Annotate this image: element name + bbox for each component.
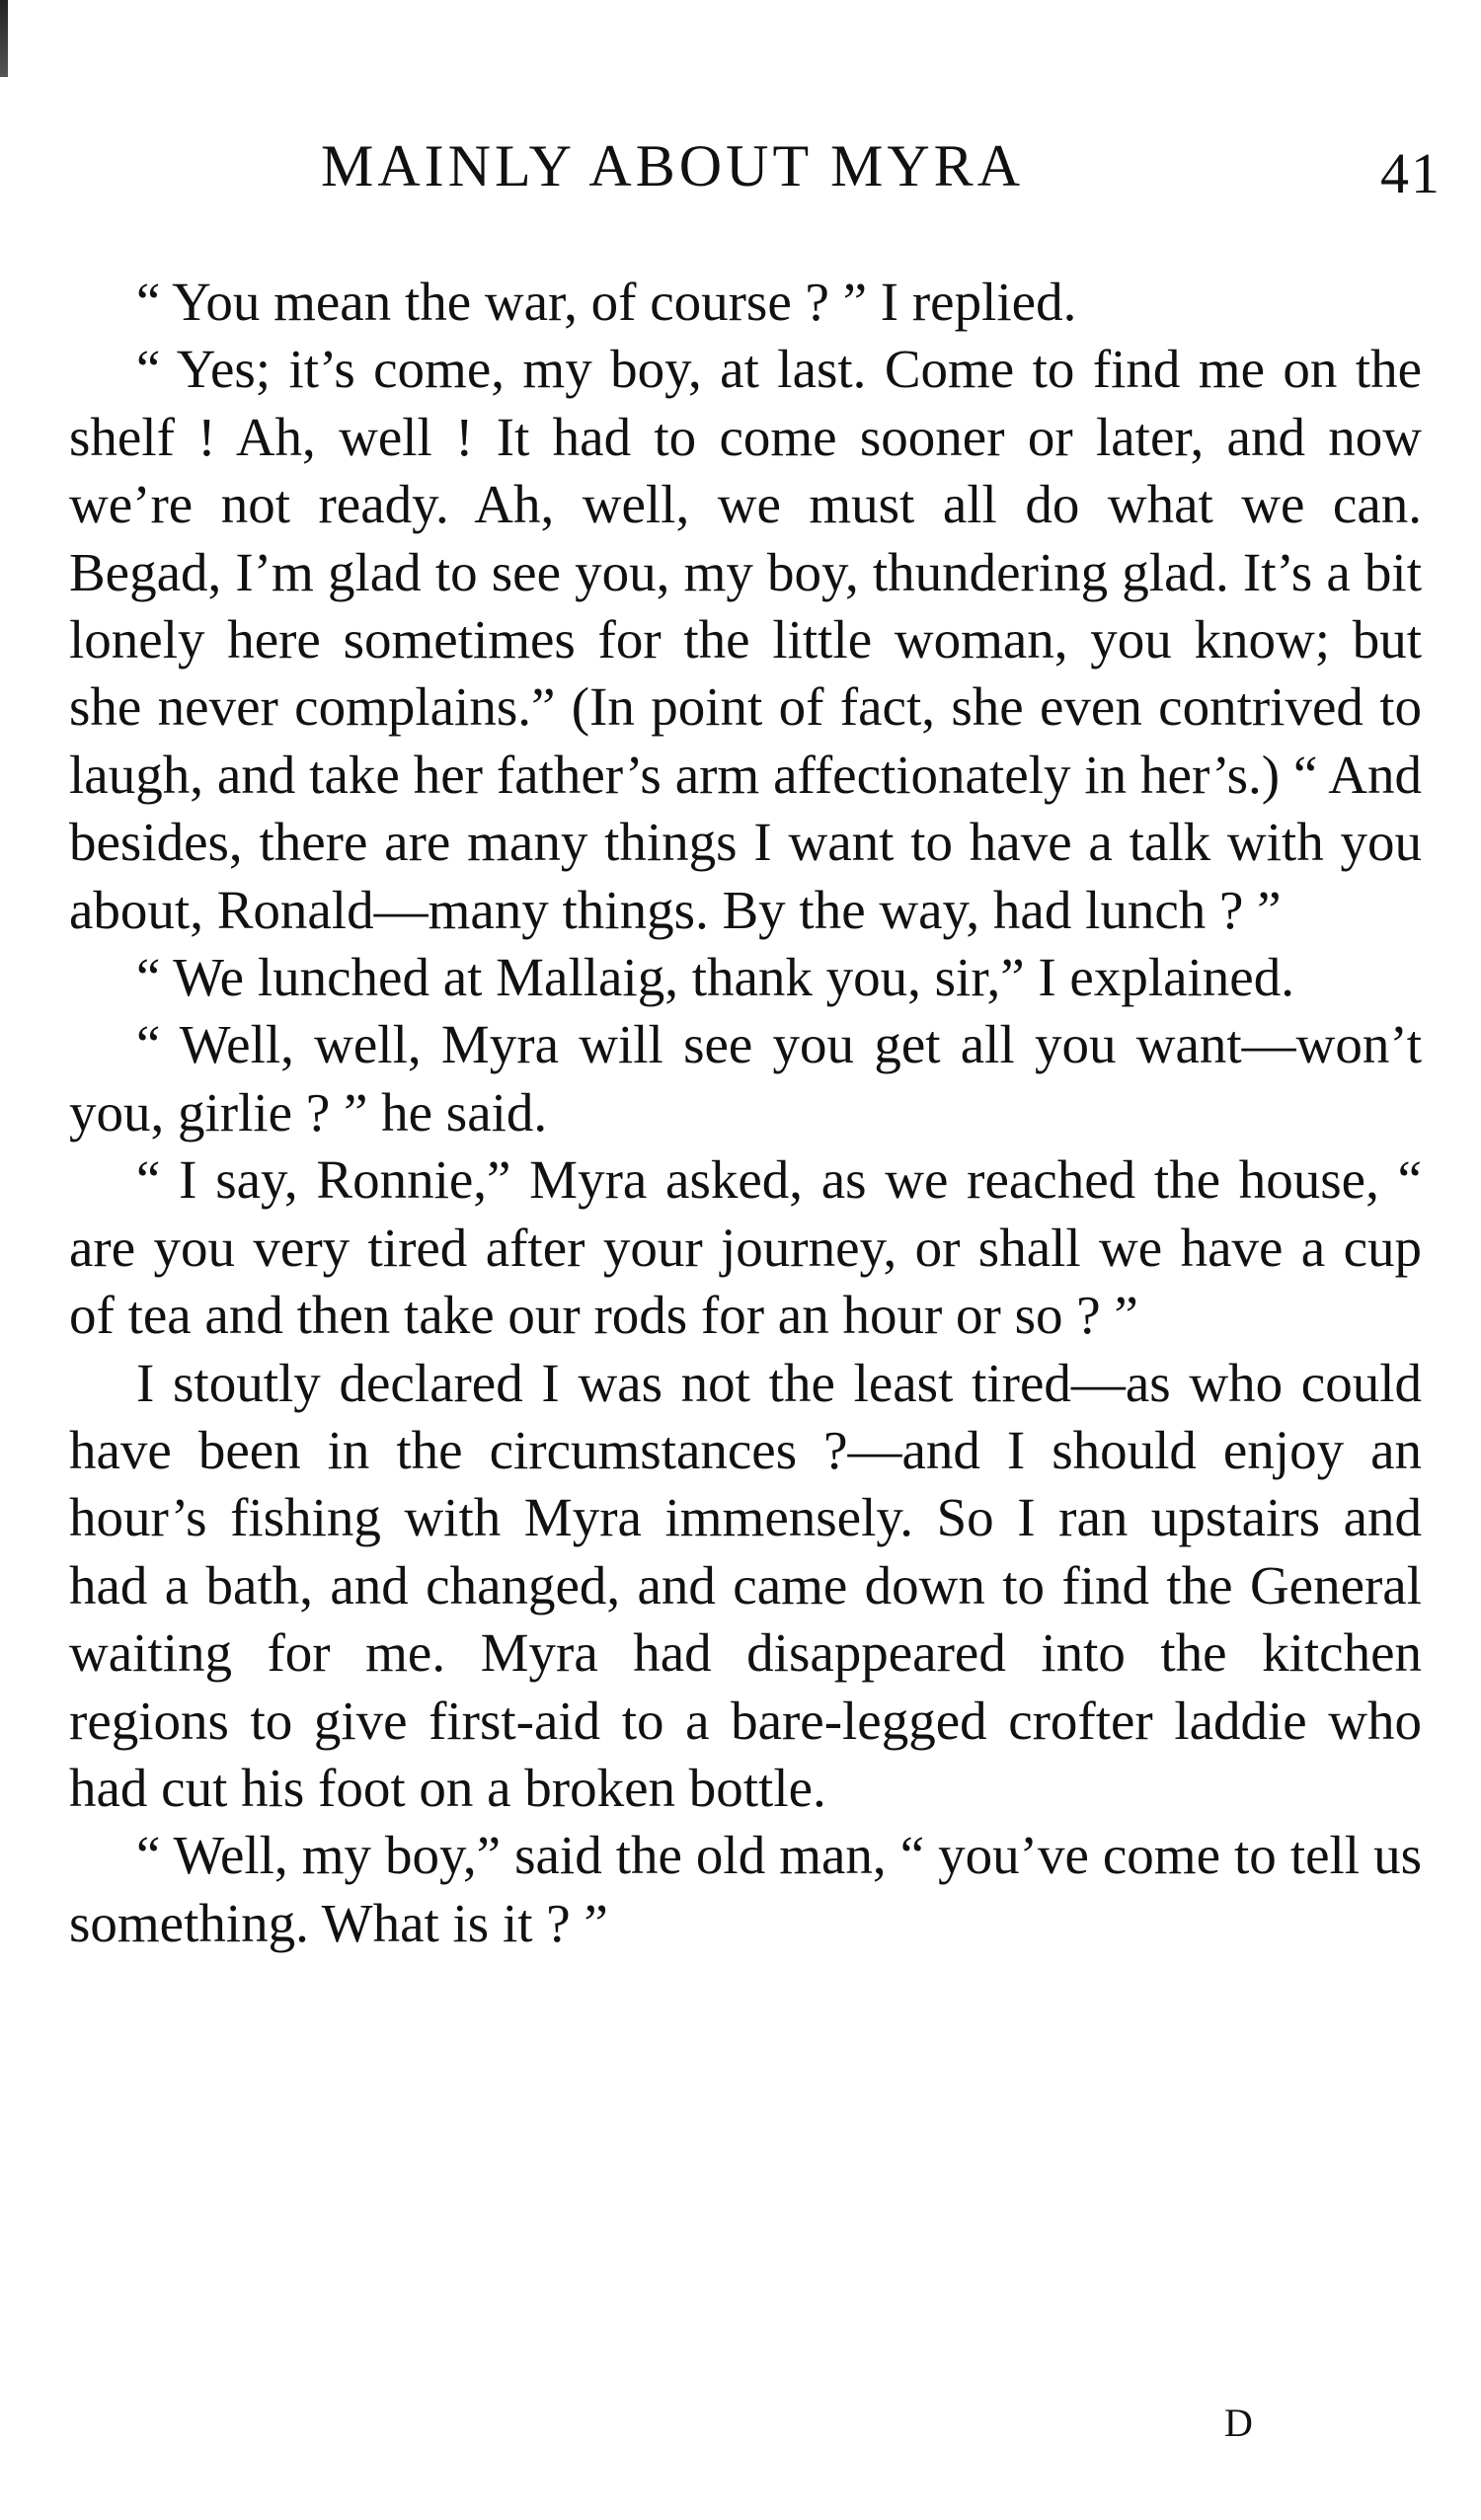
paragraph: “ Yes; it’s come, my boy, at last. Come to find me on the shelf ! Ah, well ! It had to come sooner or later, and now we’re not ready. Ah, well, we must all do what we can. Begad, I’m glad to see you, my boy, thundering glad. It’s a bit lonely here sometimes for the little woman, you know; but she never complains.” (In point of fact, she even contrived to laugh, and take her father’s arm affectionately in her’s.) “ And besides, there are many things I want to have a talk with you about, Ronald—many things. By the way, had lunch ? ”: [69, 339, 1422, 940]
running-head-title: MAINLY ABOUT MYRA: [321, 133, 1025, 198]
paragraph: “ Well, well, Myra will see you get all you want—won’t you, girlie ? ” he said.: [69, 1014, 1422, 1142]
paragraph: I stoutly declared I was not the least tired—as who could have been in the circumstances ?—and I should enjoy an hour’s fishing with Myra immensely. So I ran upstairs and had a bath, and changed, and came down to find the General waiting for me. Myra had disappeared into the kitchen regions to give first-aid to a bare-legged crofter laddie who had cut his foot on a broken bottle.: [69, 1352, 1422, 1818]
scan-edge-mark: [0, 0, 8, 77]
body-text: [69, 269, 1422, 1957]
paragraph: “ You mean the war, of course ? ” I replied.: [136, 272, 1077, 332]
page-number: 41: [1380, 141, 1442, 205]
paragraph: “ Well, my boy,” said the old man, “ you’ve come to tell us something. What is it ? ”: [69, 1825, 1422, 1953]
paragraph: “ We lunched at Mallaig, thank you, sir,” I explained.: [136, 947, 1294, 1008]
running-head: [79, 126, 1442, 215]
paragraph: “ I say, Ronnie,” Myra asked, as we reached the house, “ are you very tired after your journey, or shall we have a cup of tea and then take our rods for an hour or so ? ”: [69, 1149, 1422, 1346]
signature-mark: D: [1224, 2401, 1255, 2445]
